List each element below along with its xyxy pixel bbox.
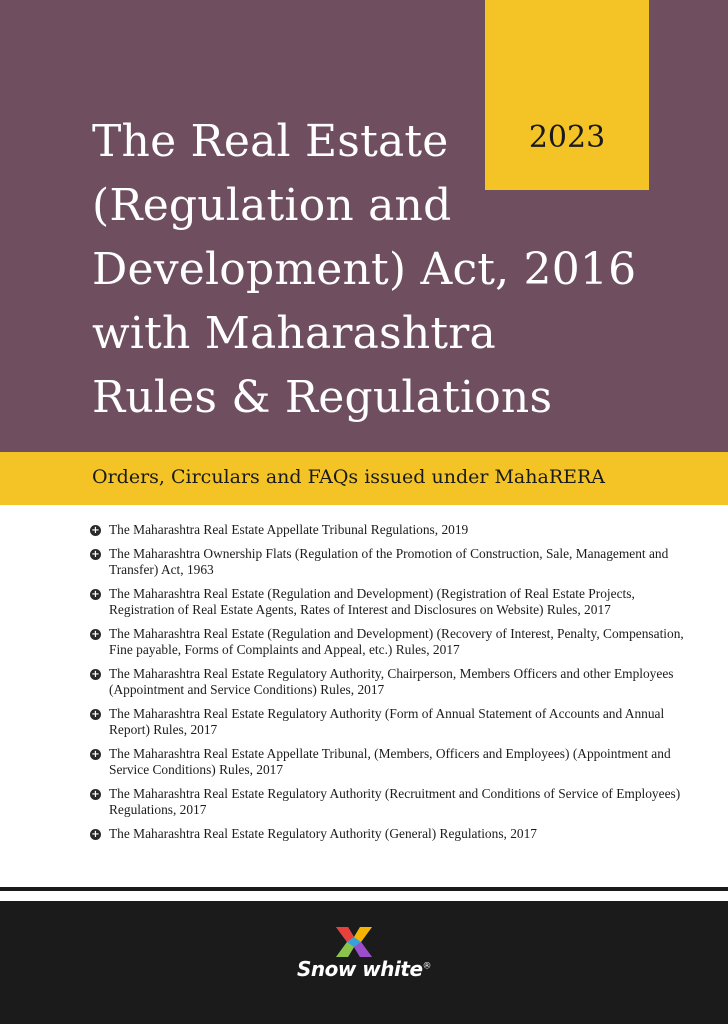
title-line: The Real Estate [92,116,449,167]
plus-circle-icon: + [91,749,100,760]
title-line: with Maharashtra [92,308,496,359]
plus-circle-icon: + [91,709,100,720]
book-title [92,110,692,430]
list-item [90,546,700,578]
contents-list [90,522,700,850]
plus-circle-icon: + [91,549,100,560]
list-item [90,586,700,618]
list-item-text: The Maharashtra Real Estate Regulatory Authority, Chairperson, Members Officers and other Employees (Appointment and Service Conditions) Rules, 2017 [109,666,674,697]
list-item-text: The Maharashtra Real Estate (Regulation and Development) (Recovery of Interest, Penalty, Compensation, Fine payable, Forms of Complaints and Appeal, etc.) Rules, 2017 [109,626,684,657]
list-item [90,522,700,538]
list-item-text: The Maharashtra Real Estate (Regulation and Development) (Registration of Real Estate Projects, Registration of Real Estate Agents, Rates of Interest and Disclosures on Website) Rules, 2017 [109,586,635,617]
list-item-text: The Maharashtra Real Estate Regulatory Authority (Form of Annual Statement of Accounts and Annual Report) Rules, 2017 [109,706,665,737]
publisher-footer [0,901,728,1024]
registered-mark: ® [422,961,432,972]
subtitle: Orders, Circulars and FAQs issued under MahaRERA [92,466,606,488]
publisher-name [0,957,728,981]
plus-circle-icon: + [91,589,100,600]
list-item-text: The Maharashtra Real Estate Regulatory Authority (General) Regulations, 2017 [109,826,538,841]
title-line: Rules & Regulations [92,372,553,423]
subtitle-band [0,452,728,505]
list-item [90,786,700,818]
plus-circle-icon: + [91,829,100,840]
plus-circle-icon: + [91,525,100,536]
list-item-text: The Maharashtra Real Estate Appellate Tribunal, (Members, Officers and Employees) (Appointment and Service Conditions) Rules, 2017 [109,746,671,777]
list-item-text: The Maharashtra Real Estate Regulatory Authority (Recruitment and Conditions of Service of Employees) Regulations, 2017 [109,786,681,817]
list-item-text: The Maharashtra Ownership Flats (Regulation of the Promotion of Construction, Sale, Management and Transfer) Act, 1963 [109,546,669,577]
divider [0,887,728,891]
list-item [90,826,700,842]
plus-circle-icon: + [91,789,100,800]
list-item [90,706,700,738]
publisher-name-text: Snow white [296,957,423,981]
list-item [90,666,700,698]
title-line: (Regulation and [92,180,452,231]
list-item [90,626,700,658]
list-item [90,746,700,778]
list-item-text: The Maharashtra Real Estate Appellate Tribunal Regulations, 2019 [109,522,469,537]
plus-circle-icon: + [91,669,100,680]
edition-year: 2023 [528,120,606,155]
publisher-logo-icon [336,927,372,957]
title-line: Development) Act, 2016 [92,244,637,295]
plus-circle-icon: + [91,629,100,640]
cover-top-panel [0,0,728,452]
